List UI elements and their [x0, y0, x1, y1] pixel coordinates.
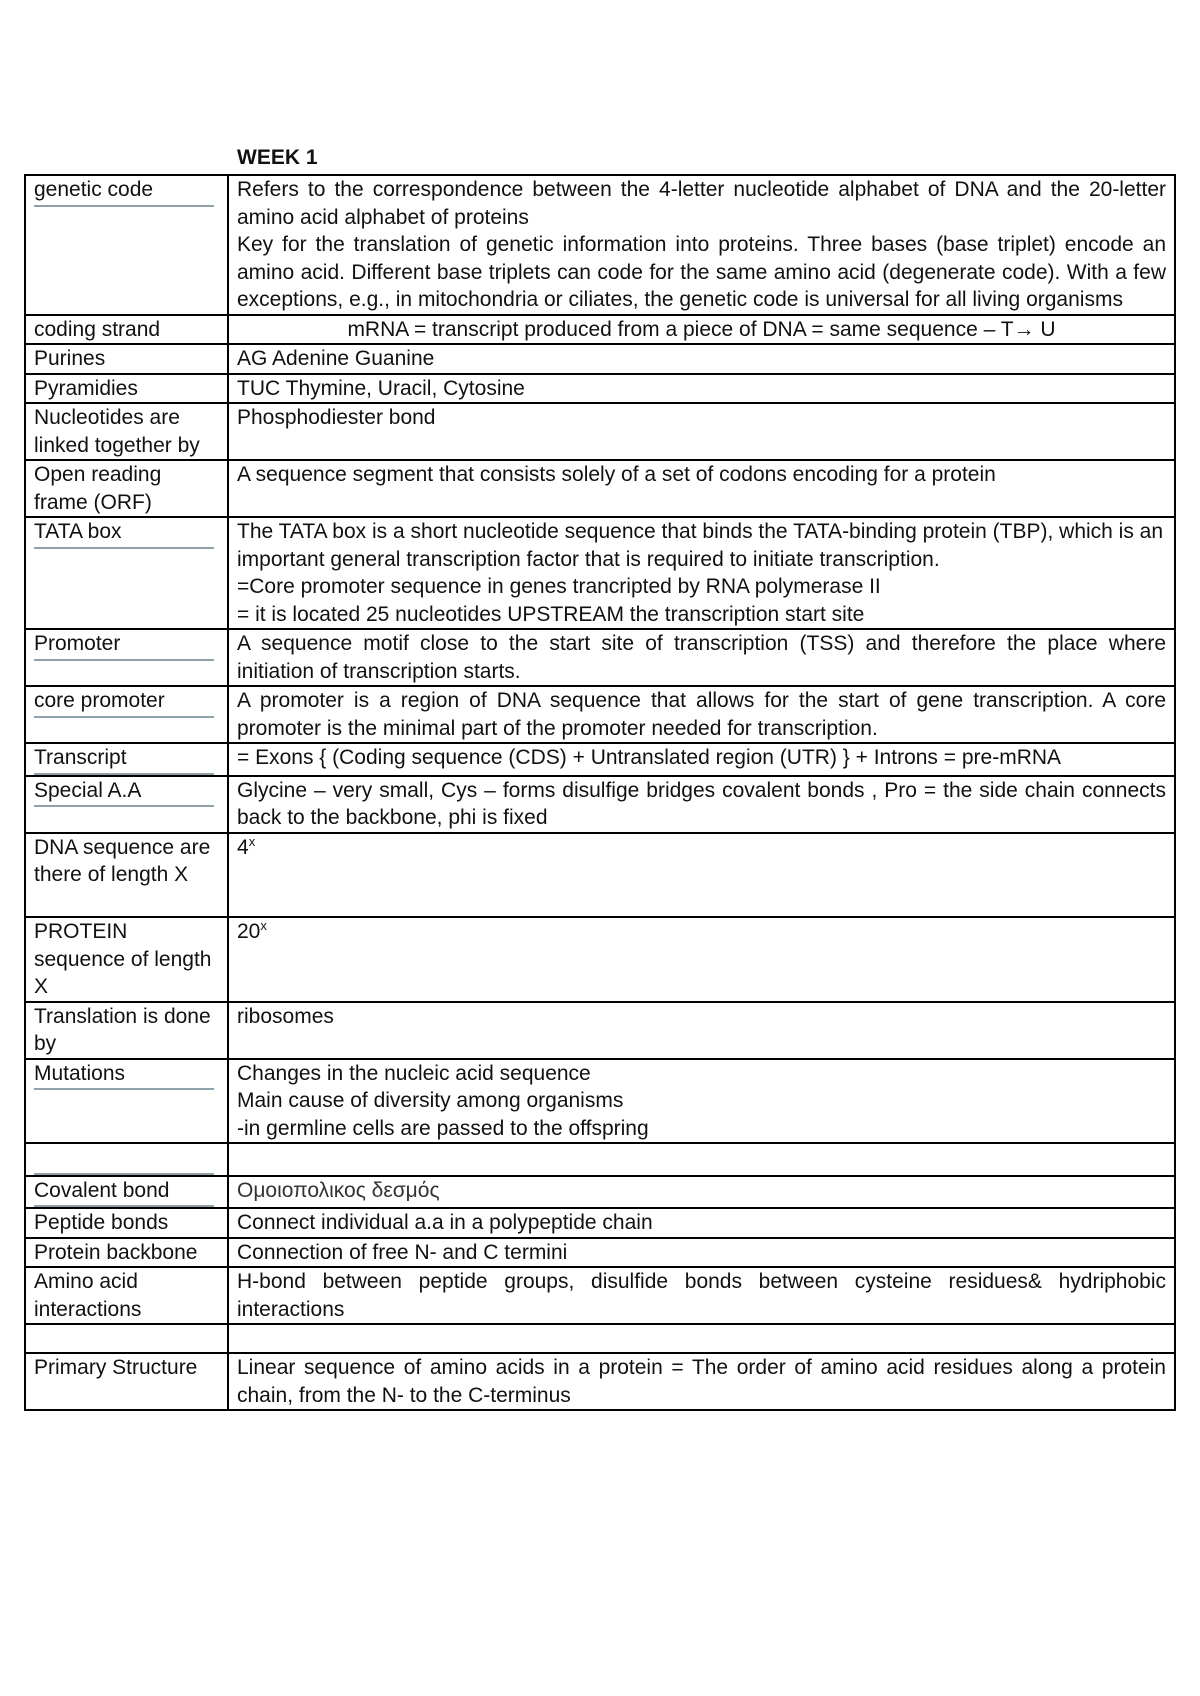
term-label: Nucleotides are linked together by: [34, 406, 200, 457]
term-label: Protein backbone: [34, 1240, 198, 1264]
definition-cell: [228, 917, 1175, 1002]
term-cell: [25, 403, 228, 460]
term-label: Mutations: [34, 1060, 214, 1091]
term-cell: [25, 1353, 228, 1410]
table-row: [25, 175, 1175, 315]
term-label: Transcript: [34, 744, 214, 775]
term-cell: [25, 629, 228, 686]
definition-cell: [228, 315, 1175, 345]
table-row: [25, 686, 1175, 743]
definition-cell: [228, 1267, 1175, 1324]
empty-row: [25, 1143, 1175, 1176]
table-row: [25, 1059, 1175, 1144]
table-row: [25, 403, 1175, 460]
definition-line: Changes in the nucleic acid sequence: [237, 1061, 591, 1085]
table-row: [25, 460, 1175, 517]
table-row: [25, 629, 1175, 686]
term-cell: [25, 686, 228, 743]
term-cell: [25, 833, 228, 918]
empty-row: [25, 1324, 1175, 1353]
term-cell: [25, 1267, 228, 1324]
definition-cell: [228, 175, 1175, 315]
definition-line: AG Adenine Guanine: [237, 347, 435, 370]
definition-line: The TATA box is a short nucleotide sequence that binds the TATA-binding protein (TBP), which is an: [237, 520, 1164, 543]
definition-line: Linear sequence of amino acids in a protein = The order of amino acid residues along a protein chain, from the N- to the C-terminus: [237, 1356, 1166, 1407]
table-row: [25, 1267, 1175, 1324]
term-label: Covalent bond: [34, 1177, 214, 1208]
definition-line: = it is located 25 nucleotides UPSTREAM the transcription start site: [237, 602, 865, 626]
glossary-table: [24, 174, 1176, 1411]
term-cell: [25, 1208, 228, 1238]
term-cell: [25, 917, 228, 1002]
table-row: [25, 833, 1175, 918]
definition-line: A sequence segment that consists solely of a set of codons encoding for a protein: [237, 463, 996, 486]
definition-cell: [228, 1176, 1175, 1209]
definition-line: A sequence motif close to the start site of transcription (TSS) and therefore the place where initiation of transcription starts.: [237, 632, 1166, 683]
table-row: [25, 1238, 1175, 1268]
definition-cell: [228, 460, 1175, 517]
term-cell: [25, 1059, 228, 1144]
term-label: Pyramidies: [34, 376, 138, 400]
definition-cell: [228, 776, 1175, 833]
definition-cell: [228, 1002, 1175, 1059]
definition-line: Connection of free N- and C termini: [237, 1240, 568, 1264]
definition-cell: [228, 403, 1175, 460]
term-label: Amino acid interactions: [34, 1270, 142, 1321]
term-label: Translation is done by: [34, 1004, 211, 1055]
definition-cell: [228, 1208, 1175, 1238]
table-row: [25, 374, 1175, 404]
table-row: [25, 517, 1175, 629]
term-cell: [25, 1324, 228, 1353]
term-cell: [25, 344, 228, 374]
term-label: Promoter: [34, 630, 214, 661]
term-label: coding strand: [34, 317, 161, 341]
definition-cell: [228, 1059, 1175, 1144]
term-cell: [25, 315, 228, 345]
definition-line: important general transcription factor that is required to initiate transcription.: [237, 547, 940, 571]
definition-cell: [228, 374, 1175, 404]
definition-line: Refers to the correspondence between the 4-letter nucleotide alphabet of DNA and the 20-letter amino acid alphabet of proteins: [237, 178, 1166, 229]
definition-line: -in germline cells are passed to the offspring: [237, 1116, 649, 1140]
definition-line: H-bond between peptide groups, disulfide bonds between cysteine residues& hydriphobic interactions: [237, 1270, 1166, 1321]
term-label: Special A.A: [34, 777, 214, 808]
definition-line: = Exons { (Coding sequence (CDS) + Untranslated region (UTR) } + Introns = pre-mRNA: [237, 746, 1062, 769]
definition-cell: [228, 1238, 1175, 1268]
term-underline: [34, 1144, 214, 1175]
definition-line: TUC Thymine, Uracil, Cytosine: [237, 376, 525, 400]
term-cell: [25, 776, 228, 833]
formula-exponent: x: [260, 918, 267, 933]
definition-line: ribosomes: [237, 1004, 334, 1028]
table-row: [25, 1208, 1175, 1238]
term-cell: [25, 175, 228, 315]
term-cell: [25, 517, 228, 629]
table-row: [25, 315, 1175, 345]
definition-cell: [228, 344, 1175, 374]
term-cell: [25, 1002, 228, 1059]
table-row: [25, 743, 1175, 776]
definition-line: Phosphodiester bond: [237, 406, 436, 429]
formula-base: 4: [237, 835, 249, 859]
definition-cell: [228, 743, 1175, 776]
definition-cell: [228, 686, 1175, 743]
definition-cell: [228, 1353, 1175, 1410]
definition-line: Connect individual a.a in a polypeptide chain: [237, 1211, 653, 1234]
definition-cell: [228, 629, 1175, 686]
table-row: [25, 1353, 1175, 1410]
table-row: [25, 1176, 1175, 1209]
term-label: genetic code: [34, 176, 214, 207]
table-row: [25, 1002, 1175, 1059]
table-row: [25, 776, 1175, 833]
term-cell: [25, 1143, 228, 1176]
definition-cell: [228, 1324, 1175, 1353]
definition-line: Glycine – very small, Cys – forms disulfige bridges covalent bonds , Pro = the side chain connects back to the backbone, phi is fixed: [237, 778, 1166, 829]
term-label: core promoter: [34, 687, 214, 718]
page-title: WEEK 1: [237, 146, 318, 169]
table-row: [25, 917, 1175, 1002]
formula-exponent: x: [248, 833, 256, 849]
term-label: DNA sequence are there of length X: [34, 835, 211, 886]
definition-line: Key for the translation of genetic information into proteins. Three bases (base triplet) encode an amino acid. Different base triplets can code for the same amino acid (degenerate code). With a few exceptions, e.g., in mitochondria or ciliates, the genetic code is universal for all living organisms: [237, 233, 1166, 311]
term-label: Open reading frame (ORF): [34, 463, 162, 514]
term-label: Peptide bonds: [34, 1211, 169, 1234]
term-cell: [25, 1238, 228, 1268]
definition-line: mRNA = transcript produced from a piece of DNA = same sequence – T→ U: [347, 317, 1056, 341]
term-cell: [25, 743, 228, 776]
term-cell: [25, 374, 228, 404]
definition-line: Main cause of diversity among organisms: [237, 1089, 624, 1112]
definition-line: A promoter is a region of DNA sequence that allows for the start of gene transcription. A core promoter is the minimal part of the promoter needed for transcription.: [237, 689, 1166, 740]
formula-base: 20: [237, 920, 261, 943]
definition-cell: [228, 1143, 1175, 1176]
definition-cell: [228, 833, 1175, 918]
definition-line: Ομοιοπολικος δεσμός: [237, 1178, 440, 1202]
term-label: TATA box: [34, 518, 214, 549]
definition-line: =Core promoter sequence in genes trancripted by RNA polymerase II: [237, 575, 881, 598]
term-label: Primary Structure: [34, 1356, 198, 1379]
term-label: PROTEIN sequence of length X: [34, 920, 212, 998]
term-cell: [25, 460, 228, 517]
definition-cell: [228, 517, 1175, 629]
table-row: [25, 344, 1175, 374]
term-cell: [25, 1176, 228, 1209]
term-label: Purines: [34, 347, 106, 370]
